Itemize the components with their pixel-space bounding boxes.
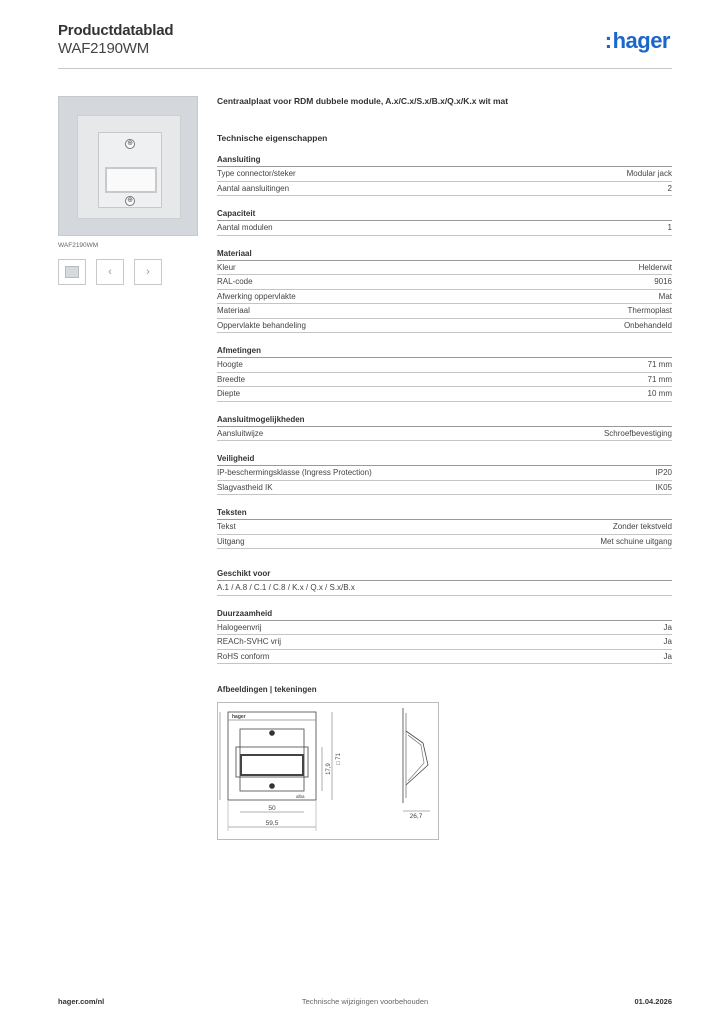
square-size-label: □ 71 [336, 753, 342, 765]
insert-outline [240, 729, 304, 791]
page-footer [58, 997, 672, 1011]
spec-label: Breedte [217, 374, 246, 384]
spec-row [217, 167, 672, 182]
spec-group-title: Materiaal [217, 249, 672, 261]
chevron-left-icon: ‹ [108, 266, 112, 278]
image-caption: WAF2190WM [58, 242, 99, 249]
central-insert-shape [98, 132, 162, 208]
spec-group [217, 508, 672, 549]
spec-group [217, 249, 672, 334]
inner-height-label: 17,9 [326, 763, 332, 775]
hager-logo: :hager [604, 28, 670, 53]
previous-image-button[interactable] [96, 259, 124, 285]
module-outline [236, 747, 308, 777]
spec-row [217, 387, 672, 402]
spec-label: IP-beschermingsklasse (Ingress Protection) [217, 468, 372, 477]
spec-row [217, 581, 672, 596]
spec-label: Materiaal [217, 306, 250, 315]
spec-value: 1 [667, 223, 672, 232]
spec-row [217, 358, 672, 373]
thumbnail-strip [58, 259, 198, 285]
spec-label: Diepte [217, 389, 241, 398]
spec-row [217, 621, 672, 636]
spec-value: Mat [658, 291, 672, 301]
spec-label: Kleur [217, 262, 236, 272]
spec-group-title: Veiligheid [217, 454, 672, 466]
specifications [217, 96, 672, 840]
article-number: WAF2190WM [58, 40, 149, 57]
screw-bottom-icon [269, 783, 275, 789]
screw-top-icon: ⊕ [125, 139, 135, 149]
spec-row [217, 466, 672, 481]
footer-website-link[interactable]: hager.com/nl [58, 997, 105, 1006]
spec-groups [217, 155, 672, 664]
spec-value: IP20 [655, 468, 672, 477]
outer-width-label: 59,5 [265, 820, 279, 827]
spec-label: A.1 / A.8 / C.1 / C.8 / K.x / Q.x / S.x/B.x [217, 583, 355, 592]
spec-row [217, 535, 672, 550]
spec-group-title: Geschikt voor [217, 569, 672, 581]
inner-width-label: 50 [268, 805, 276, 812]
spec-group [217, 155, 672, 196]
spec-row [217, 221, 672, 236]
spec-row [217, 275, 672, 290]
next-image-button[interactable] [134, 259, 162, 285]
spec-row [217, 304, 672, 319]
spec-value: Onbehandeld [623, 320, 672, 330]
footer-disclaimer: Technische wijzigingen voorbehouden [301, 997, 429, 1006]
spec-group [217, 415, 672, 442]
technical-properties-heading: Technische eigenschappen [217, 133, 328, 143]
spec-group-title: Capaciteit [217, 209, 672, 221]
spec-value: 71 mm [647, 360, 672, 369]
side-profile [406, 731, 428, 785]
spec-row [217, 650, 672, 665]
drawing-badge-label: alba [296, 794, 305, 799]
spec-row [217, 182, 672, 197]
drawing-brand-label: hager [232, 714, 246, 720]
spec-value: Ja [663, 651, 672, 661]
spec-value: 9016 [654, 277, 672, 286]
spec-label: RoHS conform [217, 651, 270, 661]
spec-label: Halogeenvrij [217, 622, 262, 632]
product-thumbnail-icon [65, 266, 79, 278]
product-media [58, 96, 198, 285]
spec-value: 10 mm [647, 389, 672, 398]
spec-value: Met schuine uitgang [600, 536, 672, 546]
cover-plate-shape [77, 115, 181, 219]
spec-label: RAL-code [217, 277, 253, 286]
spec-label: REACh-SVHC vrij [217, 637, 282, 646]
spec-row [217, 635, 672, 650]
spec-group-title: Teksten [217, 508, 672, 520]
spec-label: Aantal modulen [217, 223, 273, 232]
footer-date: 01.04.2026 [634, 997, 672, 1006]
spec-label: Uitgang [217, 536, 245, 546]
spec-row [217, 520, 672, 535]
depth-label: 26,7 [409, 813, 423, 820]
spec-value: Helderwit [638, 262, 672, 272]
spec-group-title: Afmetingen [217, 346, 672, 358]
screw-top-icon [269, 730, 275, 736]
spec-value: Thermoplast [627, 306, 672, 315]
chevron-right-icon: › [146, 266, 150, 278]
product-thumbnail[interactable] [58, 259, 86, 285]
spec-label: Type connector/steker [217, 169, 296, 178]
spec-label: Hoogte [217, 360, 243, 369]
spec-group [217, 209, 672, 236]
spec-group [217, 346, 672, 402]
screw-bottom-icon: ⊕ [125, 196, 135, 206]
drawings-heading: Afbeeldingen | tekeningen [217, 685, 317, 694]
spec-value: Ja [663, 622, 672, 632]
spec-label: Oppervlakte behandeling [217, 320, 306, 330]
spec-group [217, 609, 672, 665]
spec-group-title: Duurzaamheid [217, 609, 672, 621]
product-image[interactable] [58, 96, 198, 236]
spec-group [217, 454, 672, 495]
spec-value: 71 mm [647, 374, 672, 384]
spec-value: Ja [663, 637, 672, 646]
technical-drawing[interactable] [217, 702, 439, 840]
spec-label: Slagvastheid IK [217, 482, 273, 492]
spec-label: Aansluitwijze [217, 428, 264, 438]
spec-label: Afwerking oppervlakte [217, 291, 296, 301]
spec-row [217, 373, 672, 388]
spec-row [217, 319, 672, 334]
spec-row [217, 290, 672, 305]
spec-group-title: Aansluiting [217, 155, 672, 167]
spec-row [217, 261, 672, 276]
spec-value: Schroefbevestiging [603, 428, 672, 438]
spec-value: 2 [667, 183, 672, 193]
spec-value: Modular jack [626, 169, 672, 178]
spec-value: Zonder tekstveld [612, 522, 672, 531]
hager-logo-text: hager [612, 28, 670, 53]
spec-group-title: Aansluitmogelijkheden [217, 415, 672, 427]
page-title: Productdatablad [58, 22, 174, 39]
window-outline [241, 755, 303, 775]
insert-window-shape [105, 167, 157, 193]
spec-label: Tekst [217, 522, 236, 531]
page-header [58, 22, 672, 69]
spec-value: IK05 [655, 482, 672, 492]
spec-row [217, 481, 672, 496]
spec-label: Aantal aansluitingen [217, 183, 290, 193]
product-description: Centraalplaat voor RDM dubbele module, A.x/C.x/S.x/B.x/Q.x/K.x wit mat [217, 96, 509, 106]
spec-group [217, 569, 672, 596]
technical-drawing-svg [218, 703, 438, 839]
spec-row [217, 427, 672, 442]
